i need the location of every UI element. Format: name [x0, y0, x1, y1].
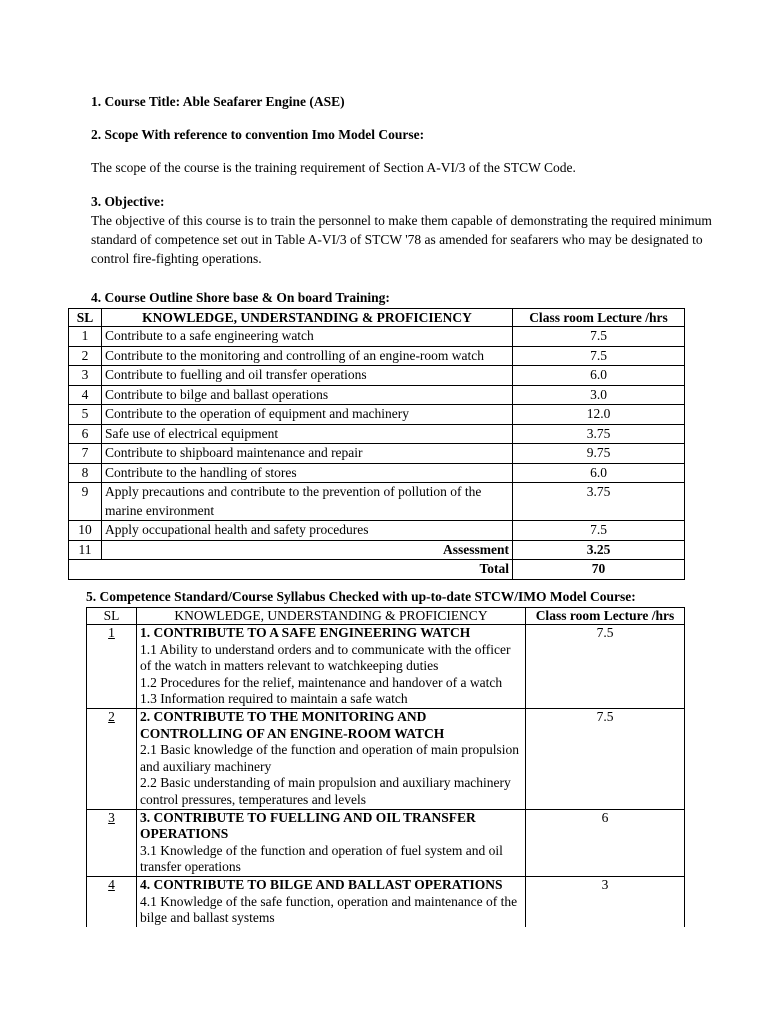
- competence-item: 2.1 Basic knowledge of the function and operation of main propulsion and auxiliary machinery: [140, 742, 520, 774]
- objective-text: The objective of this course is to train the personnel to make them capable of demonstrating the required minimum standard of competence set out in Table A-VI/3 of STCW '78 as amended for seafarers who may be designated to control fire-fighting operations.: [91, 213, 712, 266]
- row-hours: 3: [526, 876, 685, 926]
- header-hours: Class room Lecture /hrs: [513, 309, 685, 327]
- row-sl: 4: [69, 385, 102, 405]
- syllabus-table: [86, 607, 685, 927]
- competence-item: 3.1 Knowledge of the function and operation of fuel system and oil transfer operations: [140, 842, 503, 875]
- row-sl-number: 2: [108, 708, 115, 724]
- competence-title: 2. CONTRIBUTE TO THE MONITORING AND CONTROLLING OF AN ENGINE-ROOM WATCH: [140, 708, 445, 741]
- total-row: [69, 560, 685, 580]
- objective-section: [91, 192, 736, 268]
- row-sl: 9: [69, 483, 102, 521]
- syllabus-row: [87, 809, 685, 876]
- outline-body: [69, 327, 685, 580]
- row-hours: 9.75: [513, 444, 685, 464]
- table-row: [69, 424, 685, 444]
- row-sl: [87, 708, 137, 809]
- competence-item: 1.2 Procedures for the relief, maintenance and handover of a watch: [140, 674, 503, 690]
- row-topic: Contribute to a safe engineering watch: [102, 327, 513, 347]
- competence-title: 1. CONTRIBUTE TO A SAFE ENGINEERING WATCH: [140, 625, 471, 640]
- row-topic: Contribute to shipboard maintenance and repair: [102, 444, 513, 464]
- syllabus-body: [87, 625, 685, 927]
- table-row: [69, 483, 685, 521]
- row-hours: 3.75: [513, 483, 685, 521]
- header-knowledge: KNOWLEDGE, UNDERSTANDING & PROFICIENCY: [102, 309, 513, 327]
- table-row: [69, 463, 685, 483]
- row-content: [137, 708, 526, 809]
- row-hours: 6: [526, 809, 685, 876]
- row-hours: 6.0: [513, 366, 685, 386]
- row-sl: 8: [69, 463, 102, 483]
- row-hours: 6.0: [513, 463, 685, 483]
- row-hours: 7.5: [513, 346, 685, 366]
- row-topic: Contribute to fuelling and oil transfer operations: [102, 366, 513, 386]
- row-sl-number: 1: [108, 625, 115, 640]
- row-hours: 7.5: [513, 521, 685, 541]
- total-label: Total: [69, 560, 513, 580]
- competence-title: 3. CONTRIBUTE TO FUELLING AND OIL TRANSFER OPERATIONS: [140, 809, 476, 842]
- syllabus-row: [87, 625, 685, 709]
- objective-heading: 3. Objective:: [91, 194, 165, 209]
- syllabus-row: [87, 876, 685, 926]
- row-topic: Contribute to bilge and ballast operations: [102, 385, 513, 405]
- row-sl: 10: [69, 521, 102, 541]
- table-row: [69, 444, 685, 464]
- assessment-row: [69, 540, 685, 560]
- row-hours: 7.5: [513, 327, 685, 347]
- row-hours: 7.5: [526, 708, 685, 809]
- course-outline-table: [68, 308, 685, 580]
- row-sl: 11: [69, 540, 102, 560]
- row-sl: 3: [69, 366, 102, 386]
- total-hours: 70: [513, 560, 685, 580]
- row-sl: [87, 625, 137, 709]
- row-sl-number: 3: [108, 809, 115, 825]
- header-knowledge: KNOWLEDGE, UNDERSTANDING & PROFICIENCY: [137, 608, 526, 625]
- table-row: [69, 385, 685, 405]
- table-header-row: [69, 309, 685, 327]
- competence-item: 1.1 Ability to understand orders and to communicate with the officer of the watch in matters relevant to watchkeeping duties: [140, 641, 511, 674]
- table-row: [69, 366, 685, 386]
- row-hours: 12.0: [513, 405, 685, 425]
- competence-item: 2.2 Basic understanding of main propulsion and auxiliary machinery control pressures, temperatures and levels: [140, 775, 511, 807]
- row-topic: Safe use of electrical equipment: [102, 424, 513, 444]
- row-content: [137, 625, 526, 709]
- course-title: 1. Course Title: Able Seafarer Engine (ASE): [91, 94, 345, 109]
- assessment-label: Assessment: [102, 540, 513, 560]
- row-sl: 1: [69, 327, 102, 347]
- table-row: [69, 405, 685, 425]
- row-topic: Apply occupational health and safety procedures: [102, 521, 513, 541]
- outline-heading: 4. Course Outline Shore base & On board Training:: [91, 290, 390, 305]
- header-sl: SL: [87, 608, 137, 625]
- row-topic: Contribute to the handling of stores: [102, 463, 513, 483]
- row-sl: [87, 809, 137, 876]
- row-sl: 5: [69, 405, 102, 425]
- row-hours: 3.0: [513, 385, 685, 405]
- scope-text: The scope of the course is the training requirement of Section A-VI/3 of the STCW Code.: [91, 160, 576, 175]
- table-row: [69, 327, 685, 347]
- syllabus-heading: 5. Competence Standard/Course Syllabus Checked with up-to-date STCW/IMO Model Course:: [86, 589, 636, 604]
- row-topic: Apply precautions and contribute to the prevention of pollution of the marine environment: [102, 483, 513, 521]
- competence-title: 4. CONTRIBUTE TO BILGE AND BALLAST OPERATIONS: [140, 876, 503, 892]
- scope-heading: 2. Scope With reference to convention Imo Model Course:: [91, 127, 425, 142]
- row-topic: Contribute to the monitoring and controlling of an engine-room watch: [102, 346, 513, 366]
- competence-item: 1.3 Information required to maintain a safe watch: [140, 691, 408, 707]
- row-content: [137, 876, 526, 926]
- row-content: [137, 809, 526, 876]
- assessment-hours: 3.25: [513, 540, 685, 560]
- table-row: [69, 346, 685, 366]
- table-header-row: [87, 608, 685, 625]
- header-sl: SL: [69, 309, 102, 327]
- row-sl: 6: [69, 424, 102, 444]
- row-hours: 3.75: [513, 424, 685, 444]
- row-sl: 2: [69, 346, 102, 366]
- row-sl: 7: [69, 444, 102, 464]
- row-sl-number: 4: [108, 876, 115, 892]
- row-sl: [87, 876, 137, 926]
- competence-item: 4.1 Knowledge of the safe function, operation and maintenance of the bilge and ballast systems: [140, 893, 518, 926]
- table-row: [69, 521, 685, 541]
- syllabus-row: [87, 708, 685, 809]
- row-hours: 7.5: [526, 625, 685, 709]
- row-topic: Contribute to the operation of equipment and machinery: [102, 405, 513, 425]
- header-hours: Class room Lecture /hrs: [526, 608, 685, 625]
